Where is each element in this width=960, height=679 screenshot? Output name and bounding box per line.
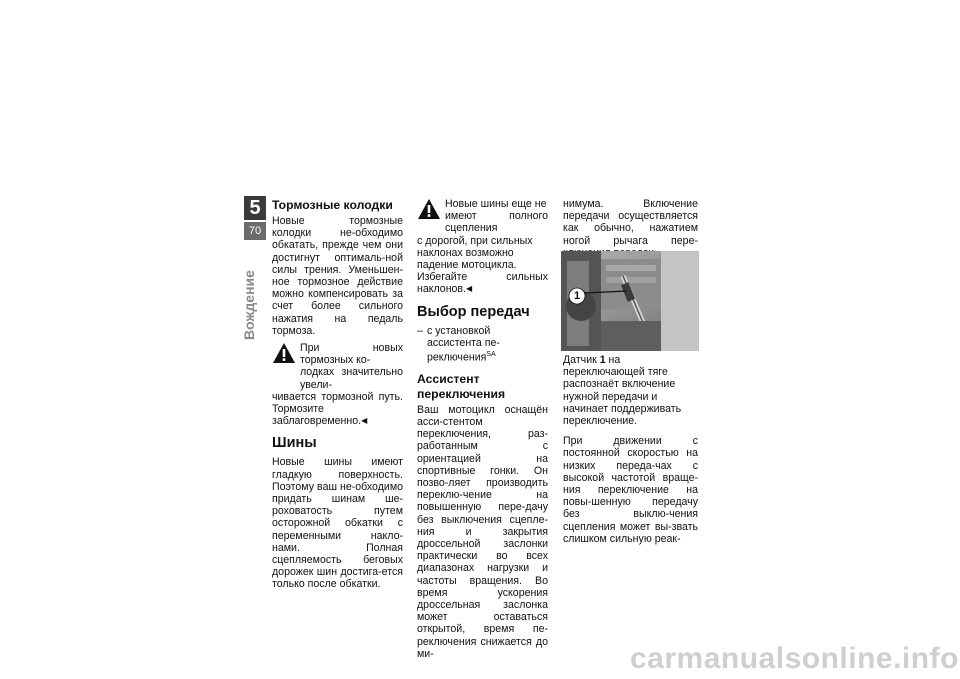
paragraph-constant-speed: При движении с постоянной скоростью на низких переда-чах с высокой частотой враще-ния переключение на повы-шенную передачу без выклю-чения сцепления может вы-звать слишком сильную реак- [563, 435, 698, 545]
heading-tyres: Шины [272, 435, 317, 452]
warning-tyres-last [417, 271, 548, 295]
sensor-text-a: Датчик [563, 354, 600, 366]
column-2 [417, 198, 548, 660]
end-of-section-icon: ◀ [361, 416, 368, 426]
heading-brake-pads: Тормозные колодки [272, 198, 393, 212]
heading-gear-selection: Выбор передач [417, 303, 530, 320]
photo-callout-1: 1 [573, 290, 581, 302]
column-3 [563, 198, 698, 259]
end-of-section-icon: ◀ [466, 284, 473, 294]
paragraph-sensor [563, 354, 698, 427]
sensor-callout-ref: 1 [599, 354, 606, 366]
warning-tyres-rest: с дорогой, при сильных наклонах возможно падение мотоцикла. [417, 234, 533, 272]
list-item-shift-assist [417, 325, 548, 364]
warning-triangle-icon [417, 198, 441, 220]
warning-brake-text [272, 391, 403, 428]
warning-tyres [417, 198, 548, 296]
paragraph-tyres: Новые шины имеют гладкую поверхность. Поэтому ваш не-обходимо придать шинам ше-роховатость путем осторожной обкатки с переменными накло-нами. Полная сцепляемость беговых дорожек шин достига-ется только после обкатки. [272, 456, 403, 591]
warning-brake-rest: чивается тормозной путь. Тормозите заблаговременно. [272, 390, 403, 428]
special-equipment-badge: SA [486, 351, 496, 359]
chapter-number: 5 [244, 196, 266, 220]
column-1 [272, 198, 403, 591]
warning-brake-line2: лодках значительно увели- [300, 366, 403, 391]
list-item-text [427, 325, 548, 364]
warning-tyres-line2: имеют полного сцепления [445, 210, 548, 235]
warning-triangle-icon [272, 342, 296, 364]
section-title-vertical: Вождение [241, 270, 257, 340]
list-item-label: с установкой ассистента пе-реключения [427, 324, 500, 364]
paragraph-shift-assistant: Ваш мотоцикл оснащён асси-стентом переключения, раз-работанным с ориентацией на спортивные гонки. Он позво-ляет производить переклю-чение на повышенную пере-дачу без выключения сцепле-ния и закрытия дроссельной заслонки практически во всех диапазонах нагрузки и частоты вращения. Во время ускорения дроссельная заслонка может оставаться открытой, время пе-реключения снижается до ми- [417, 403, 548, 660]
paragraph-brake-pads: Новые тормозные колодки не-обходимо обкатать, прежде чем они достигнут оптималь-ной силы трения. Уменьшен-ное тормозное действие можно компенсировать за счет более сильного нажатия на педаль тормоза. [272, 215, 403, 337]
page-number: 70 [244, 222, 266, 240]
watermark: carmanualsonline.info [630, 642, 959, 675]
column-3-lower [563, 354, 698, 545]
warning-brake [272, 342, 403, 427]
warning-tyres-line1: Новые шины еще не [445, 198, 547, 210]
gear-sensor-photo [561, 251, 699, 351]
sensor-text-b: на переключающей тяге распознаёт включение нужной передачи и начинает поддерживать переключение. [563, 354, 682, 428]
warning-brake-line1: При новых тормозных ко- [300, 342, 403, 367]
heading-shift-assistant: Ассистент переключения [417, 371, 506, 401]
warning-tyres-last-text: Избегайте сильных наклонов. [417, 271, 548, 296]
paragraph-shift-normal: нимума. Включение передачи осуществляется как обычно, нажатием ногой рычага пере- [563, 198, 698, 247]
list-dash: – [417, 324, 423, 337]
